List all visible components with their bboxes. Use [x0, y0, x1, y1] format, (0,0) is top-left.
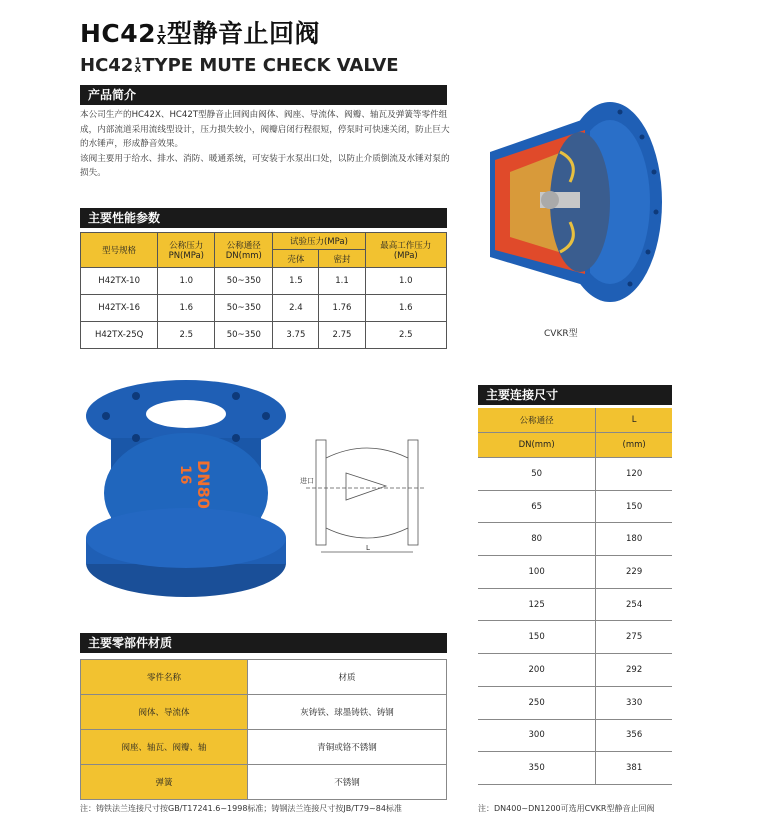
perf-header-pn-unit: PN(MPa): [168, 251, 204, 261]
title-en-text: TYPE MUTE CHECK VALVE: [142, 55, 399, 76]
perf-cell-dn: 50~350: [215, 295, 273, 322]
section-bar-intro: [80, 85, 447, 105]
mat-header-part: 零件名称: [81, 660, 248, 695]
table-row: [81, 268, 447, 295]
title-en-model: HC42: [80, 55, 134, 76]
intro-heading: 产品简介: [88, 88, 137, 102]
conn-cell-dn: 65: [478, 490, 596, 523]
frac-top-en: 1: [134, 57, 141, 67]
conn-cell-dn: 200: [478, 654, 596, 687]
section-bar-performance: [80, 208, 447, 228]
connection-table: [478, 408, 672, 785]
technical-drawing: [296, 428, 431, 558]
perf-cell-seal: 1.1: [319, 268, 365, 295]
frac-bottom: X: [157, 33, 167, 47]
cutaway-valve-image: [470, 92, 670, 312]
perf-header-max-unit: (MPa): [393, 251, 418, 261]
intro-text: [80, 108, 450, 181]
table-row: [478, 752, 672, 785]
perf-header-dn-label: 公称通径: [226, 241, 261, 251]
performance-heading: 主要性能参数: [88, 211, 161, 225]
table-row: [478, 654, 672, 687]
table-row: [81, 765, 447, 800]
perf-header-max-label: 最高工作压力: [380, 241, 432, 251]
perf-cell-model: H42TX-10: [81, 268, 158, 295]
conn-cell-l: 292: [596, 654, 672, 687]
perf-header-seal: 密封: [319, 250, 365, 268]
perf-cell-dn: 50~350: [215, 268, 273, 295]
perf-header-pn-label: 公称压力: [169, 241, 204, 251]
conn-cell-dn: 300: [478, 719, 596, 752]
conn-cell-l: 120: [596, 458, 672, 491]
table-row: [478, 490, 672, 523]
perf-cell-max: 1.0: [365, 268, 446, 295]
title-en-fraction: [134, 58, 141, 74]
mat-cell-part: 阀体、导流体: [81, 695, 248, 730]
mat-cell-material: 灰铸铁、球墨铸铁、铸钢: [248, 695, 447, 730]
perf-cell-max: 1.6: [365, 295, 446, 322]
perf-cell-shell: 2.4: [273, 295, 319, 322]
perf-header-dn: [215, 233, 273, 268]
conn-cell-dn: 350: [478, 752, 596, 785]
perf-cell-seal: 2.75: [319, 322, 365, 349]
connection-heading: 主要连接尺寸: [486, 388, 559, 402]
conn-cell-l: 180: [596, 523, 672, 556]
conn-cell-l: 356: [596, 719, 672, 752]
table-row: [81, 695, 447, 730]
conn-cell-l: 381: [596, 752, 672, 785]
conn-header-dn: 公称通径: [478, 408, 596, 433]
perf-cell-max: 2.5: [365, 322, 446, 349]
table-row: [478, 556, 672, 589]
table-row: [81, 295, 447, 322]
drawing-inlet-label: 进口: [300, 477, 314, 485]
title-cn-text: 型静音止回阀: [167, 19, 321, 48]
conn-cell-dn: 100: [478, 556, 596, 589]
perf-header-shell: 壳体: [273, 250, 319, 268]
conn-cell-l: 229: [596, 556, 672, 589]
table-row: [81, 322, 447, 349]
frac-top: 1: [157, 22, 166, 36]
valve-photo: [76, 378, 296, 602]
table-row: [478, 523, 672, 556]
drawing-dim-label: L: [366, 544, 370, 552]
mat-cell-material: 青铜或铬不锈钢: [248, 730, 447, 765]
table-row: [478, 686, 672, 719]
conn-cell-dn: 150: [478, 621, 596, 654]
perf-cell-pn: 1.6: [158, 295, 215, 322]
conn-cell-l: 254: [596, 588, 672, 621]
mat-cell-part: 阀座、轴瓦、阀瓣、轴: [81, 730, 248, 765]
perf-cell-dn: 50~350: [215, 322, 273, 349]
frac-bottom-en: X: [134, 65, 142, 75]
conn-cell-l: 275: [596, 621, 672, 654]
perf-cell-pn: 2.5: [158, 322, 215, 349]
table-row: [81, 730, 447, 765]
valve-marking-size: DN80: [194, 460, 213, 509]
cutaway-caption: CVKR型: [544, 329, 578, 339]
perf-header-model: 型号规格: [81, 233, 158, 268]
conn-cell-dn: 50: [478, 458, 596, 491]
mat-cell-material: 不锈钢: [248, 765, 447, 800]
title-fraction: [157, 22, 167, 47]
section-bar-materials: [80, 633, 447, 653]
perf-header-max: [365, 233, 446, 268]
conn-header-dn-unit: DN(mm): [478, 433, 596, 458]
perf-cell-shell: 1.5: [273, 268, 319, 295]
title-en: [80, 55, 399, 76]
connection-note: 注：DN400~DN1200可选用CVKR型静音止回阀: [478, 804, 655, 813]
title-model: HC42: [80, 19, 157, 48]
intro-para-2: 该阀主要用于给水、排水、消防、暖通系统，可安装于水泵出口处，以防止介质倒流及水锤对泵的损失。: [80, 153, 450, 178]
mat-header-material: 材质: [248, 660, 447, 695]
title-cn: [80, 14, 320, 50]
conn-cell-dn: 80: [478, 523, 596, 556]
table-row: [478, 719, 672, 752]
conn-cell-l: 150: [596, 490, 672, 523]
conn-header-l: L: [596, 408, 672, 433]
perf-cell-model: H42TX-25Q: [81, 322, 158, 349]
perf-header-pn: [158, 233, 215, 268]
mat-cell-part: 弹簧: [81, 765, 248, 800]
materials-note: 注：铸铁法兰连接尺寸按GB/T17241.6~1998标准；铸钢法兰连接尺寸按JB/T79~84标准: [80, 804, 402, 813]
intro-para-1: 本公司生产的HC42X、HC42T型静音止回阀由阀体、阀座、导流体、阀瓣、轴瓦及弹簧等零件组成，内部流道采用流线型设计，压力损失较小，阀瓣启闭行程很短，停泵时可快速关闭，防止巨大的水锤声，形成静音效果。: [80, 110, 450, 149]
materials-table: [80, 659, 447, 800]
perf-header-dn-unit: DN(mm): [225, 251, 262, 261]
conn-header-l-unit: (mm): [596, 433, 672, 458]
perf-cell-pn: 1.0: [158, 268, 215, 295]
table-row: [478, 588, 672, 621]
perf-cell-seal: 1.76: [319, 295, 365, 322]
materials-heading: 主要零部件材质: [88, 636, 173, 650]
perf-header-test: 试验压力(MPa): [273, 233, 365, 250]
performance-table: [80, 232, 447, 349]
section-bar-connection: [478, 385, 672, 405]
conn-cell-l: 330: [596, 686, 672, 719]
perf-cell-model: H42TX-16: [81, 295, 158, 322]
valve-marking-pressure: 16: [177, 465, 193, 485]
perf-cell-shell: 3.75: [273, 322, 319, 349]
conn-cell-dn: 125: [478, 588, 596, 621]
conn-cell-dn: 250: [478, 686, 596, 719]
table-row: [478, 458, 672, 491]
table-row: [478, 621, 672, 654]
